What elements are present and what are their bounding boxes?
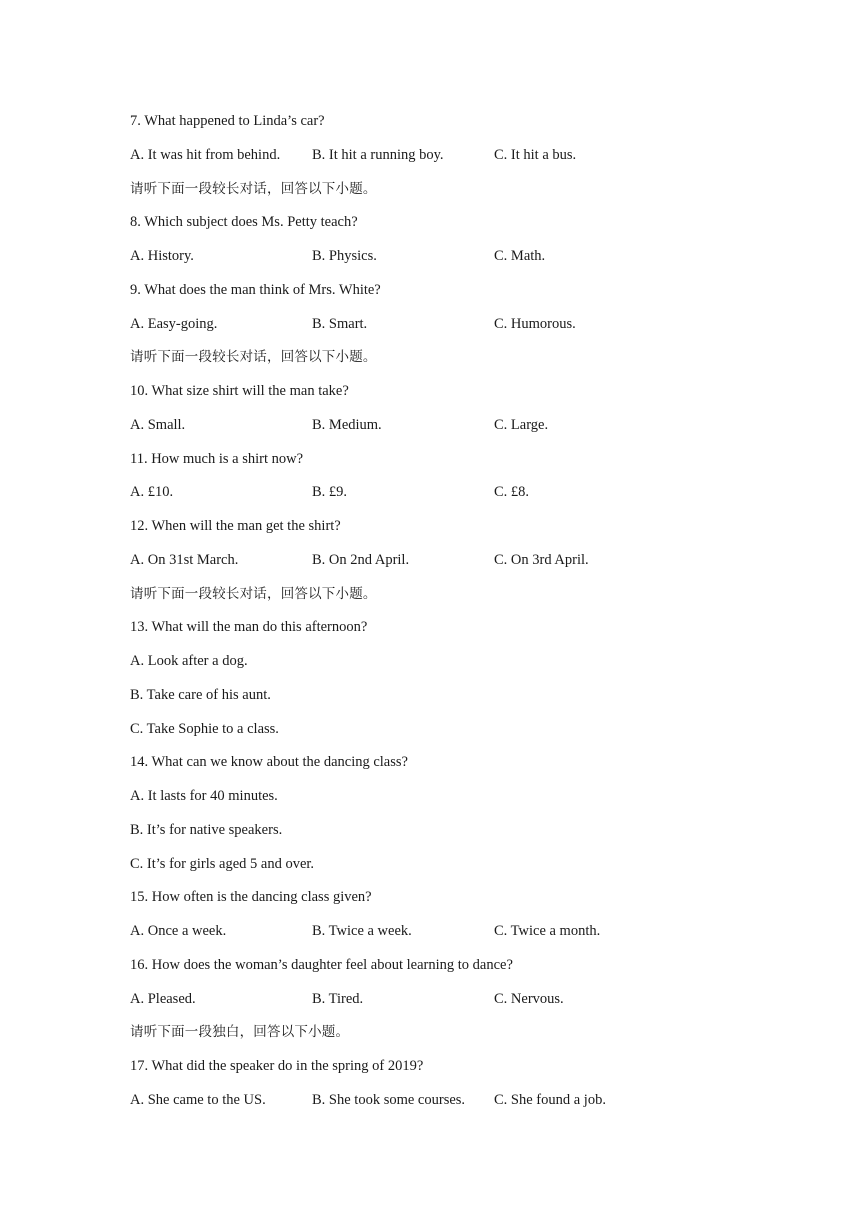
answer-option: A. It was hit from behind. xyxy=(130,146,281,163)
question-text: 13. What will the man do this afternoon? xyxy=(130,619,368,636)
section-instruction: 请听下面一段较长对话，回答以下小题。 xyxy=(130,180,377,197)
answer-option: C. Large. xyxy=(494,416,549,433)
answer-option: C. On 3rd April. xyxy=(494,551,589,568)
answer-option: B. Tired. xyxy=(312,990,364,1007)
question-text: 17. What did the speaker do in the spring of 2019? xyxy=(130,1058,424,1074)
answer-option: B. Twice a week. xyxy=(312,923,412,939)
answer-option: A. Once a week. xyxy=(130,923,227,939)
answer-option: A. It lasts for 40 minutes. xyxy=(130,788,278,804)
question-text: 9. What does the man think of Mrs. White? xyxy=(130,281,381,298)
answer-options-row xyxy=(130,1084,770,1118)
answer-option: A. Easy-going. xyxy=(130,315,218,332)
question-text: 16. How does the woman’s daughter feel about learning to dance? xyxy=(130,956,513,973)
answer-option: C. Math. xyxy=(494,248,546,264)
answer-options-row xyxy=(130,409,770,443)
answer-option: A. Pleased. xyxy=(130,990,196,1007)
section-instruction: 请听下面一段独白，回答以下小题。 xyxy=(130,1024,350,1041)
answer-options-row xyxy=(130,240,770,274)
answer-options-row xyxy=(130,915,770,949)
answer-option: C. Humorous. xyxy=(494,315,576,332)
answer-option: B. She took some courses. xyxy=(312,1091,466,1108)
question-text: 7. What happened to Linda’s car? xyxy=(130,113,325,129)
answer-option: B. Physics. xyxy=(312,248,377,264)
answer-option: A. Look after a dog. xyxy=(130,653,248,669)
answer-option: B. It’s for native speakers. xyxy=(130,821,283,838)
answer-options-row xyxy=(130,139,770,173)
answer-options-row xyxy=(130,476,770,510)
answer-option: B. It hit a running boy. xyxy=(312,146,444,163)
section-instruction: 请听下面一段较长对话，回答以下小题。 xyxy=(130,585,377,602)
answer-option: B. Medium. xyxy=(312,416,382,433)
question-text: 8. Which subject does Ms. Petty teach? xyxy=(130,214,358,231)
answer-options-row xyxy=(130,983,770,1017)
answer-option: A. Small. xyxy=(130,416,186,433)
answer-option: C. £8. xyxy=(494,484,530,501)
question-text: 12. When will the man get the shirt? xyxy=(130,518,341,534)
answer-option: B. Smart. xyxy=(312,315,368,332)
answer-option: B. £9. xyxy=(312,484,348,501)
answer-option: C. She found a job. xyxy=(494,1091,606,1108)
section-instruction: 请听下面一段较长对话，回答以下小题。 xyxy=(130,349,377,366)
answer-option: B. Take care of his aunt. xyxy=(130,686,271,703)
question-text: 14. What can we know about the dancing class? xyxy=(130,754,408,771)
answer-option: C. It’s for girls aged 5 and over. xyxy=(130,855,315,872)
answer-option: C. Twice a month. xyxy=(494,923,601,939)
question-text: 10. What size shirt will the man take? xyxy=(130,383,349,399)
answer-option: A. She came to the US. xyxy=(130,1091,266,1108)
answer-option: B. On 2nd April. xyxy=(312,551,410,568)
question-text: 11. How much is a shirt now? xyxy=(130,450,304,467)
question-text: 15. How often is the dancing class given? xyxy=(130,889,372,906)
answer-option: A. £10. xyxy=(130,484,174,501)
answer-option: A. On 31st March. xyxy=(130,551,239,568)
answer-option: C. It hit a bus. xyxy=(494,146,577,163)
document-body xyxy=(130,105,770,1118)
answer-option: A. History. xyxy=(130,248,194,264)
answer-option: C. Nervous. xyxy=(494,990,564,1007)
answer-options-row xyxy=(130,308,770,342)
answer-option: C. Take Sophie to a class. xyxy=(130,720,279,737)
answer-options-row xyxy=(130,544,770,578)
